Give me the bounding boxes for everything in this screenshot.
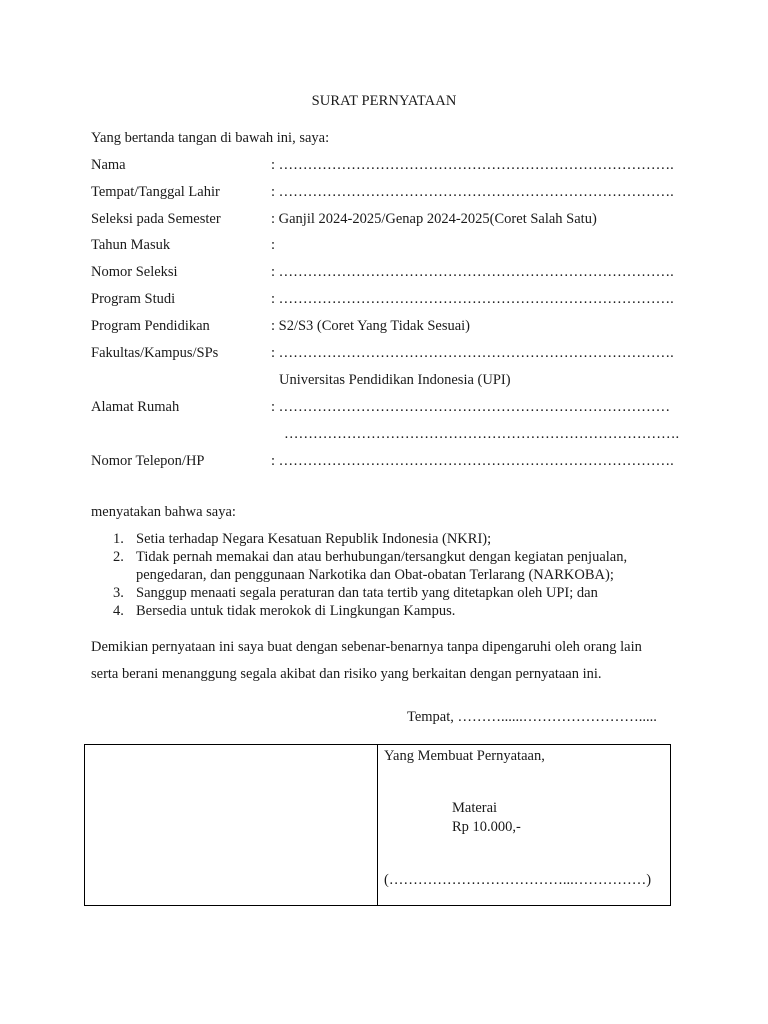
statement-text: Tidak pernah memakai dan atau berhubungan/tersangkut dengan kegiatan penjualan, [136,549,628,565]
intro-text: Yang bertanda tangan di bawah ini, saya: [91,130,330,146]
field-value-alamat-rumah: : ……………………………………………………………………… [271,399,671,415]
field-label-program-pendidikan: Program Pendidikan [91,318,210,334]
field-value-nomor-seleksi: : ………………………………………………………………………. [271,264,674,280]
place-date-line: Tempat, ………......……………………..... [407,709,657,725]
statement-number: 4. [113,603,124,619]
materai-value: Rp 10.000,- [452,819,521,835]
field-value-tahun-masuk: : [271,237,276,253]
field-label-fakultas: Fakultas/Kampus/SPs [91,345,219,361]
statement-item [113,585,598,602]
field-value-nama: : ………………………………………………………………………. [271,157,674,173]
field-value-tempat-tanggal-lahir: : ………………………………………………………………………. [271,184,674,200]
statement-item [113,531,491,548]
field-label-tahun-masuk: Tahun Masuk [91,237,171,253]
field-label-nama: Nama [91,157,126,173]
statement-text: Sanggup menaati segala peraturan dan tata tertib yang ditetapkan oleh UPI; dan [136,585,598,601]
address-line-2: ………………………………………………………………………. [284,426,680,442]
signature-table [84,744,671,906]
table-divider [377,745,378,905]
signature-name-line: (………………………………...……………) [384,872,652,888]
statement-text: Setia terhadap Negara Kesatuan Republik Indonesia (NKRI); [136,531,492,547]
statement-item [113,603,455,620]
field-value-program-studi: : ………………………………………………………………………. [271,291,674,307]
statement-text: Bersedia untuk tidak merokok di Lingkungan Kampus. [136,603,456,619]
field-value-program-pendidikan: : S2/S3 (Coret Yang Tidak Sesuai) [271,318,471,334]
statement-number: 1. [113,531,124,547]
field-label-nomor-seleksi: Nomor Seleksi [91,264,178,280]
signature-heading: Yang Membuat Pernyataan, [384,748,545,764]
document-title: SURAT PERNYATAAN [311,93,457,109]
field-label-program-studi: Program Studi [91,291,176,307]
field-label-tempat-tanggal-lahir: Tempat/Tanggal Lahir [91,184,220,200]
field-label-nomor-telepon: Nomor Telepon/HP [91,453,205,469]
field-value-nomor-telepon: : ………………………………………………………………………. [271,453,674,469]
field-value-fakultas: : ………………………………………………………………………. [271,345,674,361]
university-name: Universitas Pendidikan Indonesia (UPI) [279,372,511,388]
statement-text-continued: pengedaran, dan penggunaan Narkotika dan Obat-obatan Terlarang (NARKOBA); [136,567,614,583]
statement-number: 2. [113,549,124,565]
closing-line-2: serta berani menanggung segala akibat dan risiko yang berkaitan dengan pernyataan ini. [91,666,602,682]
closing-line-1: Demikian pernyataan ini saya buat dengan sebenar-benarnya tanpa dipengaruhi oleh orang lain [91,639,642,655]
statement-item [113,549,627,566]
statement-intro: menyatakan bahwa saya: [91,504,236,520]
field-label-alamat-rumah: Alamat Rumah [91,399,180,415]
field-value-seleksi-semester: : Ganjil 2024-2025/Genap 2024-2025(Coret Salah Satu) [271,211,597,227]
materai-label: Materai [452,800,498,816]
field-label-seleksi-semester: Seleksi pada Semester [91,211,221,227]
statement-number: 3. [113,585,124,601]
